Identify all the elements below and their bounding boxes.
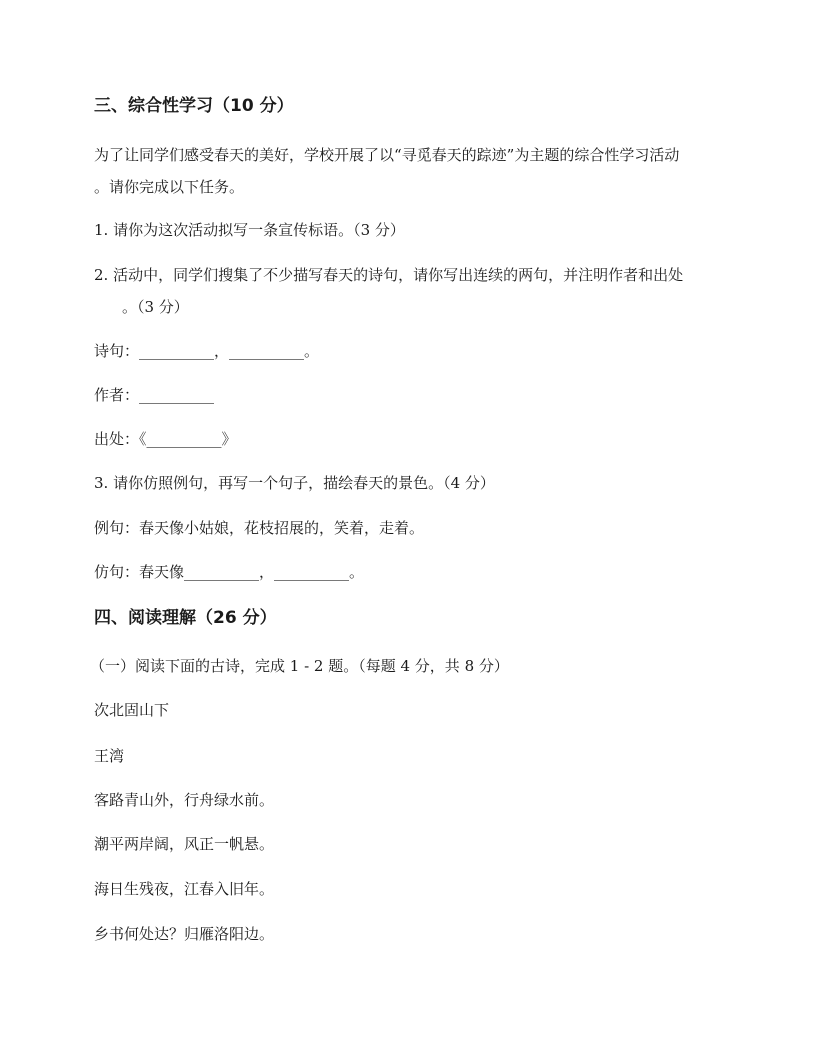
question-2-line-2: 。（3 分）	[122, 298, 189, 316]
poem-line: 海日生残夜，江春入旧年。	[94, 880, 275, 898]
poem-line: 客路青山外，行舟绿水前。	[94, 791, 275, 809]
question-2-line-1: 2. 活动中，同学们搜集了不少描写春天的诗句，请你写出连续的两句，并注明作者和出处	[94, 266, 684, 284]
section-3-heading: 三、综合性学习（10 分）	[94, 96, 294, 116]
poem-line: 乡书何处达？归雁洛阳边。	[94, 925, 275, 943]
poem-line: 潮平两岸阔，风正一帆悬。	[94, 835, 275, 853]
imitation-sentence: 仿句：春天像__________，__________。	[94, 563, 365, 581]
author-answer-line: 作者：__________	[94, 386, 215, 404]
poem-author: 王湾	[94, 747, 125, 765]
example-sentence: 例句：春天像小姑娘，花枝招展的，笑着，走着。	[94, 519, 425, 537]
poem-answer-line: 诗句：__________，__________。	[94, 342, 320, 360]
section-3-intro-line-1: 为了让同学们感受春天的美好，学校开展了以“寻觅春天的踪迹”为主题的综合性学习活动	[94, 146, 680, 164]
section-3-intro-line-2: 。请你完成以下任务。	[94, 178, 245, 196]
question-1: 1. 请你为这次活动拟写一条宣传标语。（3 分）	[94, 221, 405, 239]
reading-part-1-instruction: （一）阅读下面的古诗，完成 1 - 2 题。（每题 4 分，共 8 分）	[90, 657, 509, 675]
question-3: 3. 请你仿照例句，再写一个句子，描绘春天的景色。（4 分）	[94, 474, 495, 492]
section-4-heading: 四、阅读理解（26 分）	[94, 608, 277, 628]
source-answer-line: 出处：《__________》	[94, 430, 237, 448]
poem-title: 次北固山下	[94, 701, 170, 719]
